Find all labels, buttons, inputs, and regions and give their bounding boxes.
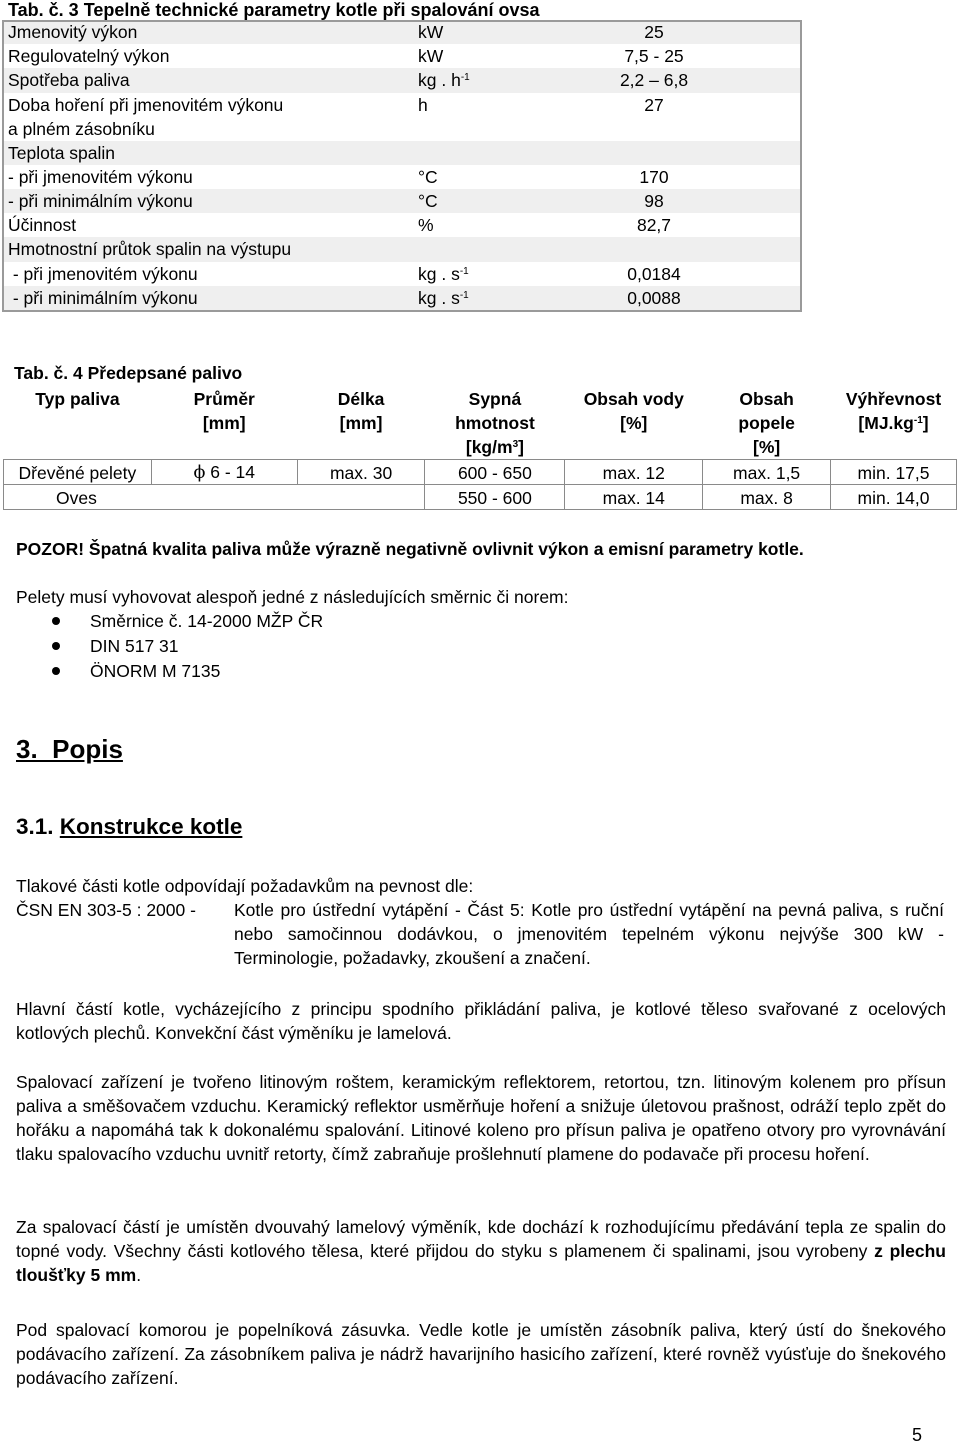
table3-value: 170: [639, 166, 669, 187]
table-row: [2, 286, 802, 310]
fuel-type: Oves: [56, 487, 97, 508]
table-row: [2, 44, 802, 68]
header-heat: [831, 387, 957, 460]
paragraph-exchanger: [16, 1215, 946, 1287]
table3-value: 7,5 - 25: [624, 46, 684, 67]
diameter-symbol: ϕ: [193, 463, 206, 483]
unit-text: kg . s: [418, 263, 460, 284]
table3-title: Tab. č. 3 Tepelně technické parametry kotle při spalování ovsa: [8, 0, 540, 20]
header-line: Typ paliva: [35, 389, 120, 409]
table4: [3, 387, 957, 510]
fuel-heat: min. 14,0: [831, 485, 957, 510]
table3-unit: kW: [398, 20, 506, 44]
pressure-intro: Tlakové části kotle odpovídají požadavkům na pevnost dle:: [16, 876, 474, 896]
header-water: [565, 387, 703, 460]
pellets-intro: Pelety musí vyhovovat alespoň jedné z následujících směrnic či norem:: [16, 587, 569, 607]
bullet-icon: [52, 642, 60, 650]
paragraph-combustion: Spalovací zařízení je tvořeno litinovým roštem, keramickým reflektorem, retortou, tzn. litinovým kolenem pro přísun paliva a směšovačem vzduchu. Keramický reflektor usměrňuje hoření a snižuje úletovou prašnost, odráží teplo zpět do hořáku a napomáhá tak k dokonalému spalování. Litinové koleno pro přísun paliva je opatřeno otvory pro vyrovnávání tlaku spalovacího vzduchu uvnitř retorty, čímž zabraňuje prošlehnutí plamene do podavače při procesu hoření.: [16, 1072, 946, 1164]
table3-unit: °C: [418, 166, 438, 187]
bullet-icon: [52, 617, 60, 625]
paragraph-body: Hlavní částí kotle, vycházejícího z principu spodního přikládání paliva, je kotlové těleso svařované z ocelových kotlových plechů. Konvekční část výměníku je lamelová.: [16, 999, 946, 1043]
para-end: .: [136, 1265, 142, 1285]
table3-label: Hmotnostní průtok spalin na výstupu: [2, 237, 398, 261]
header-type: [4, 387, 152, 460]
table3-unit: [398, 237, 506, 261]
table3-unit: [398, 286, 506, 310]
fuel-water: max. 12: [565, 460, 703, 485]
para-text: Za spalovací částí je umístěn dvouvahý lamelový výměník, kde dochází k rozhodujícímu předávání tepla ze spalin do topné vody. Všechny části kotlového tělesa, které přijdou do styku s plamenem či spalinami, jsou vyrobeny: [16, 1217, 946, 1261]
table3-label: Jmenovitý výkon: [2, 20, 398, 44]
table-row: [2, 213, 802, 237]
header-line: Obsah vody: [583, 389, 684, 409]
fuel-type: Dřevěné pelety: [4, 460, 152, 485]
header-bulk-density: [425, 387, 565, 460]
table3-value: 25: [506, 20, 802, 44]
header-line: Obsah: [739, 389, 794, 409]
subsection-label: Konstrukce kotle: [59, 814, 243, 839]
table-row: [2, 20, 802, 44]
header-line: Délka: [337, 389, 385, 409]
table-row: [4, 460, 957, 485]
table4-header-row: [4, 387, 957, 460]
table-row: [2, 237, 802, 261]
standard-text: [234, 898, 944, 970]
header-diameter: [151, 387, 297, 460]
header-unit: [kg/m: [465, 437, 513, 457]
diameter-value: 6 - 14: [210, 462, 256, 482]
header-line: [831, 411, 957, 435]
para-bold: z plechu tloušťky 5 mm: [16, 1241, 946, 1285]
unit-exponent: -1: [459, 265, 469, 277]
fuel-bulk: 600 - 650: [425, 460, 565, 485]
table-row: [2, 68, 802, 92]
unit-exponent: -1: [460, 72, 470, 84]
table3-unit: [398, 68, 506, 92]
standard-description: Kotle pro ústřední vytápění - Část 5: Kotle pro ústřední vytápění na pevná paliva, s ruční nebo samočinnou dodávkou, o jmenovitém tepelném výkonu nejvýše 300 kW - Terminologie, požadavky, zkoušení a značení.: [234, 900, 944, 968]
subsection-title: [16, 814, 242, 840]
table3-label: Regulovatelný výkon: [8, 46, 170, 67]
header-length: [297, 387, 425, 460]
table3-value: 98: [506, 189, 802, 213]
paragraph-ash-drawer: Pod spalovací komorou je popelníková zásuvka. Vedle kotle je umístěn zásobník paliva, který ústí do šnekového podávacího zařízení. Za zásobníkem paliva je nádrž havarijního hasicího zařízení, které rovněž vyúsťuje do šnekového podávacího zařízení.: [16, 1320, 946, 1388]
fuel-ash: max. 8: [703, 485, 831, 510]
fuel-diameter: [151, 460, 297, 485]
table3-value: 27: [644, 94, 664, 115]
table3-label: Účinnost: [8, 215, 77, 236]
standard-code: ČSN EN 303-5 : 2000 -: [16, 900, 196, 920]
table3-label: Spotřeba paliva: [2, 68, 398, 92]
header-line: Sypná: [468, 389, 522, 409]
table3-label: Doba hoření při jmenovitém výkonu a plném zásobníku: [8, 94, 284, 139]
table3-value: [506, 141, 802, 165]
table-row: [2, 141, 802, 165]
table-row: [2, 93, 802, 141]
table-row: [2, 262, 802, 286]
table3-label: - při minimálním výkonu: [2, 189, 398, 213]
header-line: hmotnost: [455, 413, 535, 433]
unit-exponent: -1: [913, 415, 923, 426]
fuel-water: max. 14: [565, 485, 703, 510]
table3-unit: kW: [418, 46, 444, 67]
page-number: 5: [912, 1425, 923, 1445]
table3: [2, 20, 802, 310]
header-line: [%]: [753, 437, 781, 457]
header-line: Průměr: [193, 389, 255, 409]
header-unit-end: ]: [922, 413, 929, 433]
table3-label: - při minimálním výkonu: [2, 286, 398, 310]
fuel-bulk: 550 - 600: [425, 485, 565, 510]
unit-text: kg . h: [418, 70, 461, 91]
table3-label: Teplota spalin: [2, 141, 398, 165]
header-line: Výhřevnost: [845, 389, 942, 409]
fuel-ash: max. 1,5: [703, 460, 831, 485]
header-unit-end: ]: [518, 437, 524, 457]
table3-unit: [398, 141, 506, 165]
section-title: 3. Popis: [16, 734, 123, 764]
unit-exponent: -1: [459, 289, 469, 301]
header-line: popele: [738, 413, 795, 433]
table-row: [2, 189, 802, 213]
table3-unit: %: [418, 215, 434, 236]
table-row: [2, 165, 802, 189]
subsection-number: 3.1.: [16, 814, 54, 839]
table3-value: 0,0184: [627, 263, 681, 284]
header-line: [mm]: [339, 413, 383, 433]
table3-label: - při jmenovitém výkonu: [8, 263, 198, 284]
table-row: [4, 485, 957, 510]
norm-item: DIN 517 31: [90, 636, 179, 656]
norm-item: Směrnice č. 14-2000 MŽP ČR: [90, 611, 324, 631]
fuel-length: max. 30: [297, 460, 425, 485]
header-unit: [MJ.kg: [858, 413, 914, 433]
fuel-heat: min. 17,5: [831, 460, 957, 485]
unit-exponent: 3: [512, 439, 519, 450]
table4-title: Tab. č. 4 Předepsané palivo: [14, 363, 243, 383]
table3-unit: [398, 262, 506, 286]
unit-text: kg . s: [418, 287, 460, 308]
table3-value: 0,0088: [506, 286, 802, 310]
table3-unit: °C: [398, 189, 506, 213]
header-line: [mm]: [202, 413, 246, 433]
header-ash: [703, 387, 831, 460]
bullet-icon: [52, 667, 60, 675]
warning-text: POZOR! Špatná kvalita paliva může výrazně negativně ovlivnit výkon a emisní parametry kotle.: [16, 539, 804, 559]
header-line: [%]: [620, 413, 648, 433]
fuel-type-merged: [4, 485, 425, 510]
table3-value: 82,7: [636, 215, 672, 236]
table3-value: [506, 237, 802, 261]
header-line: [425, 435, 565, 459]
norm-item: ÖNORM M 7135: [90, 661, 221, 681]
table3-value: 2,2 – 6,8: [506, 68, 802, 92]
table3-unit: h: [418, 94, 428, 115]
table3-label: - při jmenovitém výkonu: [8, 166, 193, 187]
